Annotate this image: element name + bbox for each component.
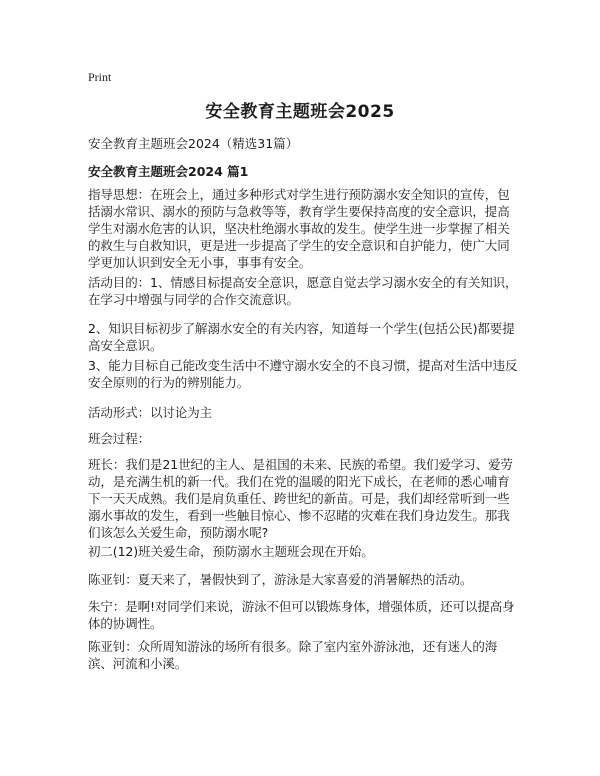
paragraph-activity-form: 活动形式：以讨论为主 <box>88 405 213 420</box>
paragraph-knowledge-goal: 2、知识目标初步了解溺水安全的有关内容，知道每一个学生(包括公民)都要提高安全意识。 <box>88 321 515 353</box>
section-heading: 安全教育主题班会2024 篇1 <box>88 164 249 179</box>
paragraph-chen-yazhao-2: 陈亚钊：众所周知游泳的场所有很多。除了室内室外游泳池，还有迷人的海滨、河流和小溪。 <box>88 639 498 671</box>
paragraph-zhu-ning: 朱宁：是啊!对同学们来说，游泳不但可以锻炼身体，增强体质，还可以提高身体的协调性。 <box>88 599 515 631</box>
paragraph-guiding-idea: 指导思想：在班会上，通过多种形式对学生进行预防溺水安全知识的宣传，包括溺水常识、溺水的预防与急救等等，教育学生要保持高度的安全意识，提高学生对溺水危害的认识，坚决杜绝溺水事故的发生。使学生进一步掌握了相关的救生与自救知识，更是进一步提高了学生的安全意识和自护能力，使广大同学更加认识到安全无小事，事事有安全。 <box>88 187 510 270</box>
paragraph-ability-goal: 3、能力目标自己能改变生活中不遵守溺水安全的不良习惯，提高对生活中违反安全原则的行为的辨别能力。 <box>88 358 518 390</box>
document-title: 安全教育主题班会2025 <box>205 102 395 122</box>
document-subtitle: 安全教育主题班会2024（精选31篇） <box>88 136 299 151</box>
paragraph-monitor-speech: 班长：我们是21世纪的主人、是祖国的未来、民族的希望。我们爱学习、爱劳动，是充满生机的新一代。我们在党的温暖的阳光下成长，在老师的悉心哺育下一天天成熟。我们是肩负重任、跨世纪的新苗。可是，我们却经常听到一些溺水事故的发生，看到一些触目惊心、惨不忍睹的灾难在我们身边发生。那我们该怎么关爱生命，预防溺水呢? <box>88 457 513 540</box>
paragraph-process: 班会过程： <box>88 431 151 446</box>
paragraph-meeting-start: 初二(12)班关爱生命，预防溺水主题班会现在开始。 <box>88 544 374 559</box>
print-label: Print <box>88 70 112 84</box>
paragraph-chen-yazhao-1: 陈亚钊：夏天来了，暑假快到了，游泳是大家喜爱的消暑解热的活动。 <box>88 572 473 587</box>
paragraph-activity-goal: 活动目的：1、情感目标提高安全意识，愿意自觉去学习溺水安全的有关知识，在学习中增强与同学的合作交流意识。 <box>88 275 518 307</box>
